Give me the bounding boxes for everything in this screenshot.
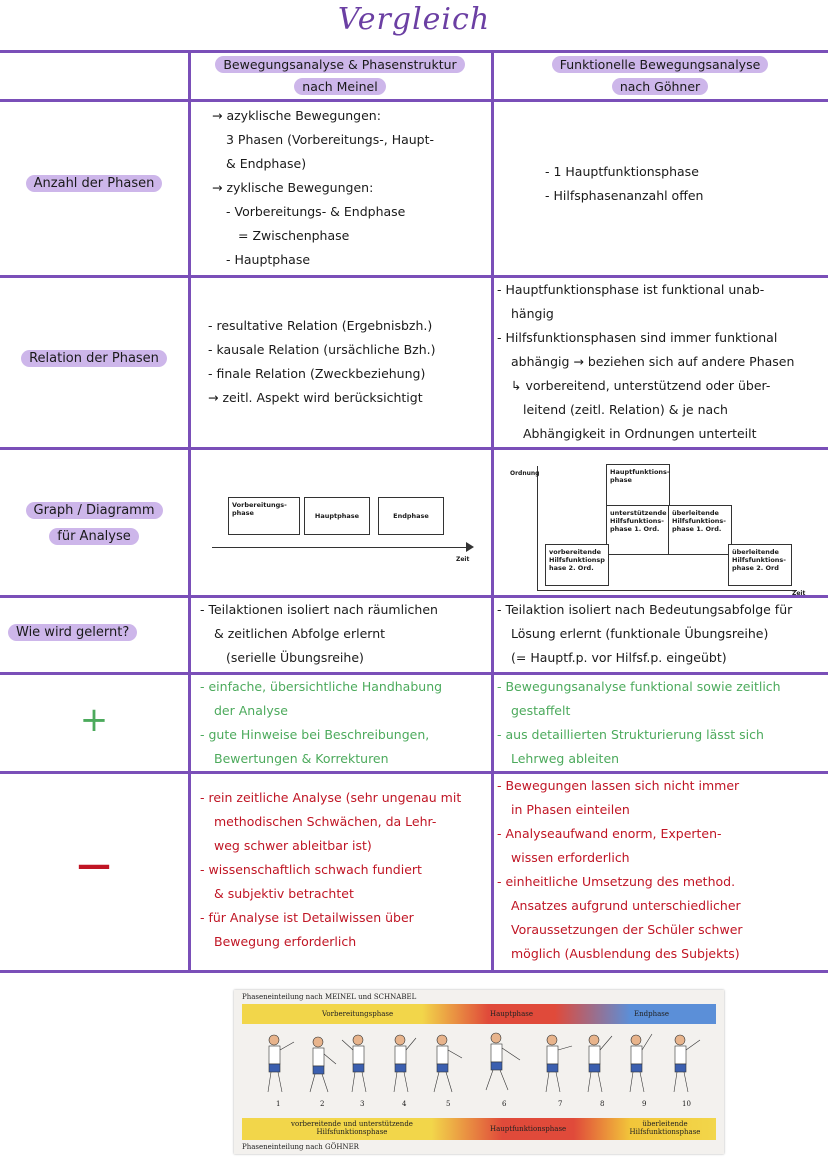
list-item: in Phasen einteilen [511, 802, 630, 817]
axis-label: Zeit [792, 590, 806, 597]
ordnung-axis [537, 466, 538, 590]
column-header-meinel [192, 54, 488, 98]
diagram-box: Hauptphase [304, 497, 370, 535]
phasen-meinel [212, 104, 434, 272]
list-item: Lösung erlernt (funktionale Übungsreihe) [511, 626, 769, 641]
row-label-text: Anzahl der Phasen [26, 175, 163, 192]
column-header-line: nach Göhner [612, 78, 708, 95]
list-item: - resultative Relation (Ergebnisbzh.) [208, 318, 433, 333]
diagram-box: vorbereitende Hilfsfunktionsp hase 2. Ord. [545, 544, 609, 586]
minus-meinel [200, 786, 461, 954]
list-item: = Zwischenphase [238, 228, 350, 243]
list-item: methodischen Schwächen, da Lehr- [214, 814, 437, 829]
column-header-line: Funktionelle Bewegungsanalyse [552, 56, 769, 73]
list-item: ↳ vorbereitend, unterstützend oder über- [511, 378, 771, 393]
plus-goehner [497, 675, 781, 771]
diagram-box: unterstützende Hilfsfunktions-phase 1. Ord. [606, 505, 670, 555]
list-item: - Hauptphase [226, 252, 311, 267]
list-item: - Hilfsphasenanzahl offen [545, 188, 704, 203]
table-rule [0, 50, 828, 53]
frame-number: 6 [502, 1100, 507, 1108]
list-item: - einfache, übersichtliche Handhabung [200, 679, 443, 694]
band-label: Endphase [634, 1010, 669, 1018]
list-item: hängig [511, 306, 554, 321]
list-item: - Hauptfunktionsphase ist funktional unab- [497, 282, 765, 297]
player-figure [342, 1035, 366, 1092]
page-title: Vergleich [337, 2, 491, 37]
plus-icon: + [79, 700, 109, 740]
diagram-box: überleitende Hilfsfunktions-phase 1. Ord. [668, 505, 732, 555]
goehner-phase-band [242, 1118, 716, 1140]
list-item: - 1 Hauptfunktionsphase [545, 164, 699, 179]
list-item: - aus detaillierten Strukturierung lässt sich [497, 727, 764, 742]
list-item: → azyklische Bewegungen: [212, 108, 381, 123]
player-figure [310, 1037, 336, 1092]
time-axis [537, 590, 797, 591]
row-label-gelernt [0, 625, 196, 640]
list-item: - Vorbereitungs- & Endphase [226, 204, 406, 219]
minus-icon: — [77, 845, 111, 885]
player-figure [268, 1035, 294, 1092]
list-item: - kausale Relation (ursächliche Bzh.) [208, 342, 436, 357]
row-label-graph [0, 498, 188, 550]
list-item: gestaffelt [511, 703, 571, 718]
minus-goehner [497, 774, 743, 966]
list-item: - Teilaktion isoliert nach Bedeutungsabfolge für [497, 602, 793, 617]
row-label-text: Relation der Phasen [21, 350, 167, 367]
frame-number: 8 [600, 1100, 605, 1108]
diagram-box: Endphase [378, 497, 444, 535]
player-figure [546, 1035, 572, 1092]
player-figure [394, 1035, 416, 1092]
list-item: - rein zeitliche Analyse (sehr ungenau mit [200, 790, 462, 805]
column-header-line: nach Meinel [294, 78, 385, 95]
list-item: der Analyse [214, 703, 288, 718]
frame-number: 7 [558, 1100, 563, 1108]
list-item: (serielle Übungsreihe) [226, 650, 364, 665]
list-item: - Hilfsfunktionsphasen sind immer funktional [497, 330, 778, 345]
relation-meinel [208, 314, 435, 410]
table-rule [188, 50, 191, 973]
list-item: - für Analyse ist Detailwissen über [200, 910, 414, 925]
band-label: Hauptfunktionsphase [490, 1125, 567, 1133]
list-item: - finale Relation (Zweckbeziehung) [208, 366, 426, 381]
player-figure [674, 1035, 700, 1092]
plus-meinel [200, 675, 442, 771]
diagram-box: Hauptfunktions-phase [606, 464, 670, 506]
row-label-text: Graph / Diagramm [26, 502, 163, 519]
list-item: - Analyseaufwand enorm, Experten- [497, 826, 722, 841]
table-rule [0, 99, 828, 102]
tennis-player-sequence [242, 1028, 716, 1100]
list-item: Voraussetzungen der Schüler schwer [511, 922, 743, 937]
list-item: weg schwer ableitbar ist) [214, 838, 372, 853]
list-item: Ansatzes aufgrund unterschiedlicher [511, 898, 741, 913]
band-label: überleitende Hilfsfunktionsphase [629, 1120, 701, 1136]
photo-caption: Phaseneinteilung nach MEINEL und SCHNABEL [242, 993, 417, 1001]
table-rule [491, 50, 494, 973]
relation-goehner [497, 278, 794, 446]
list-item: → zeitl. Aspekt wird berücksichtigt [208, 390, 423, 405]
frame-number: 10 [682, 1100, 691, 1108]
list-item: abhängig → beziehen sich auf andere Phasen [511, 354, 795, 369]
list-item: Abhängigkeit in Ordnungen unterteilt [523, 426, 757, 441]
axis-label: Zeit [456, 556, 470, 563]
list-item: - einheitliche Umsetzung des method. [497, 874, 736, 889]
band-label: Hauptphase [490, 1010, 533, 1018]
list-item: & Endphase) [226, 156, 307, 171]
list-item: (= Hauptf.p. vor Hilfsf.p. eingeübt) [511, 650, 727, 665]
row-label-text: für Analyse [49, 528, 138, 545]
frame-number: 1 [276, 1100, 281, 1108]
list-item: & subjektiv betrachtet [214, 886, 354, 901]
row-label-phasen [0, 176, 188, 191]
list-item: Bewegung erforderlich [214, 934, 357, 949]
diagram-box: Vorbereitungs-phase [228, 497, 300, 535]
diagram-box: überleitende Hilfsfunktions-phase 2. Ord [728, 544, 792, 586]
gelernt-goehner [497, 598, 792, 670]
column-header-line: Bewegungsanalyse & Phasenstruktur [215, 56, 464, 73]
axis-label: Ordnung [510, 470, 540, 477]
list-item: 3 Phasen (Vorbereitungs-, Haupt- [226, 132, 435, 147]
frame-number: 4 [402, 1100, 407, 1108]
list-item: - Teilaktionen isoliert nach räumlichen [200, 602, 438, 617]
table-rule [0, 970, 828, 973]
list-item: möglich (Ausblendung des Subjekts) [511, 946, 740, 961]
list-item: leitend (zeitl. Relation) & je nach [523, 402, 728, 417]
comparison-table [0, 50, 828, 973]
row-label-text: Wie wird gelernt? [8, 624, 137, 641]
photo-caption: Phaseneinteilung nach GÖHNER [242, 1143, 359, 1151]
player-figure [630, 1034, 652, 1092]
column-header-goehner [495, 54, 825, 98]
list-item: wissen erforderlich [511, 850, 630, 865]
list-item: Lehrweg ableiten [511, 751, 620, 766]
meinel-phase-band [242, 1004, 716, 1024]
frame-number: 5 [446, 1100, 451, 1108]
list-item: - Bewegungsanalyse funktional sowie zeitlich [497, 679, 781, 694]
arrow-icon [466, 542, 474, 552]
frame-number: 9 [642, 1100, 647, 1108]
player-figure [434, 1035, 462, 1092]
frame-number: 3 [360, 1100, 365, 1108]
list-item: - wissenschaftlich schwach fundiert [200, 862, 422, 877]
band-label: Vorbereitungsphase [322, 1010, 394, 1018]
time-axis [212, 547, 470, 548]
player-figure [486, 1033, 520, 1090]
gelernt-meinel [200, 598, 438, 670]
list-item: - Bewegungen lassen sich nicht immer [497, 778, 740, 793]
frame-number: 2 [320, 1100, 325, 1108]
tennis-phase-photo [234, 990, 724, 1154]
band-label: vorbereitende und unterstützende Hilfsfunktionsphase [291, 1120, 413, 1136]
row-label-relation [0, 351, 188, 366]
phasen-goehner [545, 160, 703, 208]
list-item: - gute Hinweise bei Beschreibungen, [200, 727, 430, 742]
player-figure [588, 1035, 612, 1092]
list-item: & zeitlichen Abfolge erlernt [214, 626, 386, 641]
list-item: Bewertungen & Korrekturen [214, 751, 389, 766]
table-rule [0, 447, 828, 450]
list-item: → zyklische Bewegungen: [212, 180, 374, 195]
